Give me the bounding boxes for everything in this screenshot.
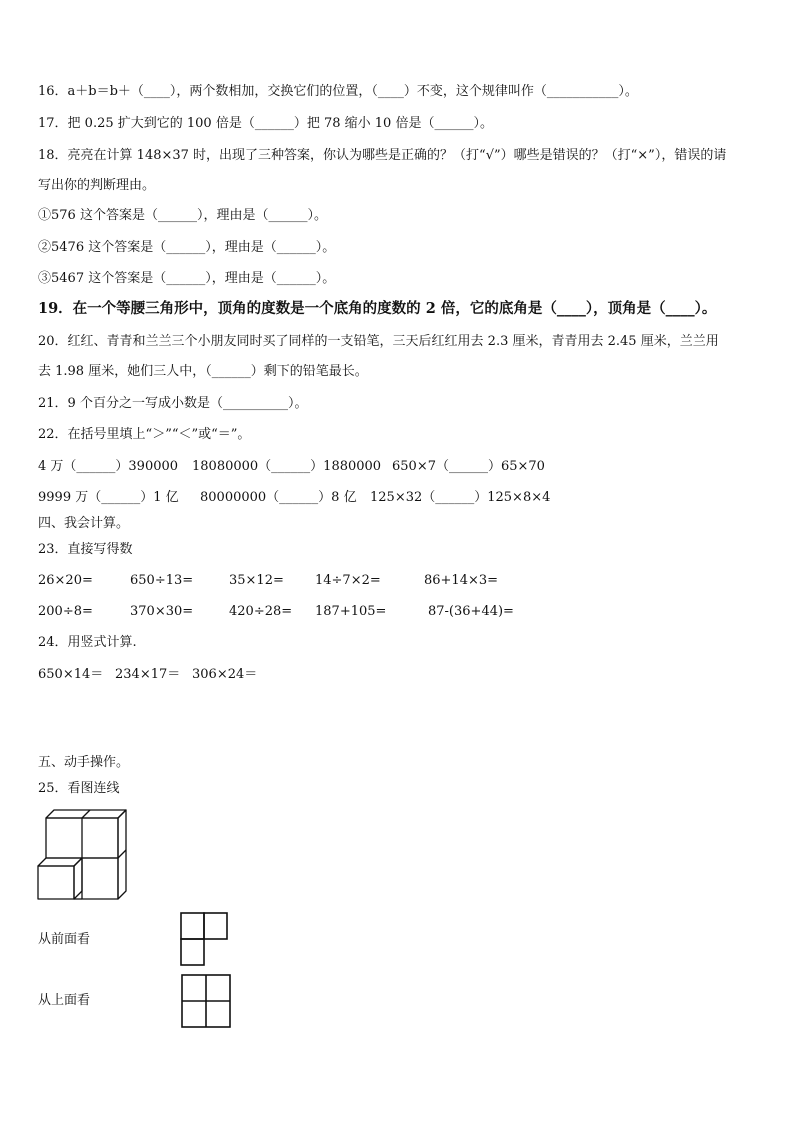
calc-item: 26×20=: [38, 573, 93, 588]
question-20-line1: 20．红红、青青和兰兰三个小朋友同时买了同样的一支铅笔，三天后红红用去 2.3 厘米，青青用去 2.45 厘米，兰兰用: [38, 334, 719, 349]
top-view-label: 从上面看: [38, 993, 91, 1008]
question-18-option-1: ①576 这个答案是（______），理由是（______）。: [38, 208, 327, 223]
question-17: 17．把 0.25 扩大到它的 100 倍是（______）把 78 缩小 10 倍是（______）。: [38, 116, 493, 131]
front-view-label: 从前面看: [38, 932, 91, 947]
calc-item: 420÷28=: [229, 604, 293, 619]
question-20-line2: 去 1.98 厘米，她们三人中，（______）剩下的铅笔最长。: [38, 364, 368, 379]
calc-item: 187+105=: [315, 604, 387, 619]
section-5-heading: 五、动手操作。: [38, 755, 130, 770]
vertical-calc-item: 306×24＝: [192, 667, 258, 682]
question-25-title: 25．看图连线: [38, 781, 120, 796]
compare-item: 80000000（______）8 亿: [200, 490, 357, 505]
front-view-shape: [180, 911, 230, 967]
calc-item: 87-(36+44)=: [428, 604, 514, 619]
question-21: 21．9 个百分之一写成小数是（__________）。: [38, 396, 308, 411]
question-18-line1: 18．亮亮在计算 148×37 时，出现了三种答案，你认为哪些是正确的？（打“√”）哪些是错误的？（打“×”），错误的请: [38, 148, 727, 163]
question-23-title: 23．直接写得数: [38, 542, 133, 557]
question-24-title: 24．用竖式计算.: [38, 635, 137, 650]
question-18-option-2: ②5476 这个答案是（______），理由是（______）。: [38, 240, 336, 255]
section-4-heading: 四、我会计算。: [38, 516, 130, 531]
vertical-calc-item: 234×17＝: [115, 667, 181, 682]
calc-item: 14÷7×2=: [315, 573, 381, 588]
question-22-title: 22．在括号里填上“＞”“＜”或“＝”。: [38, 427, 251, 442]
cube-stack-figure: [38, 808, 134, 904]
vertical-calc-item: 650×14＝: [38, 667, 104, 682]
compare-item: 125×32（______）125×8×4: [370, 490, 551, 505]
question-18-line2: 写出你的判断理由。: [38, 178, 156, 193]
compare-item: 9999 万（______）1 亿: [38, 490, 179, 505]
question-16: 16．a＋b＝b＋（____），两个数相加，交换它们的位置，（____）不变，这个规律叫作（___________）。: [38, 84, 638, 99]
compare-item: 650×7（______）65×70: [392, 459, 545, 474]
compare-item: 4 万（______）390000: [38, 459, 179, 474]
question-19: 19．在一个等腰三角形中，顶角的度数是一个底角的度数的 2 倍，它的底角是（____），顶角是（____）。: [38, 300, 717, 317]
calc-item: 200÷8=: [38, 604, 93, 619]
calc-item: 86+14×3=: [424, 573, 499, 588]
question-18-option-3: ③5467 这个答案是（______），理由是（______）。: [38, 271, 336, 286]
top-view-shape: [180, 973, 232, 1031]
calc-item: 35×12=: [229, 573, 284, 588]
compare-item: 18080000（______）1880000: [192, 459, 382, 474]
calc-item: 650÷13=: [130, 573, 194, 588]
calc-item: 370×30=: [130, 604, 194, 619]
